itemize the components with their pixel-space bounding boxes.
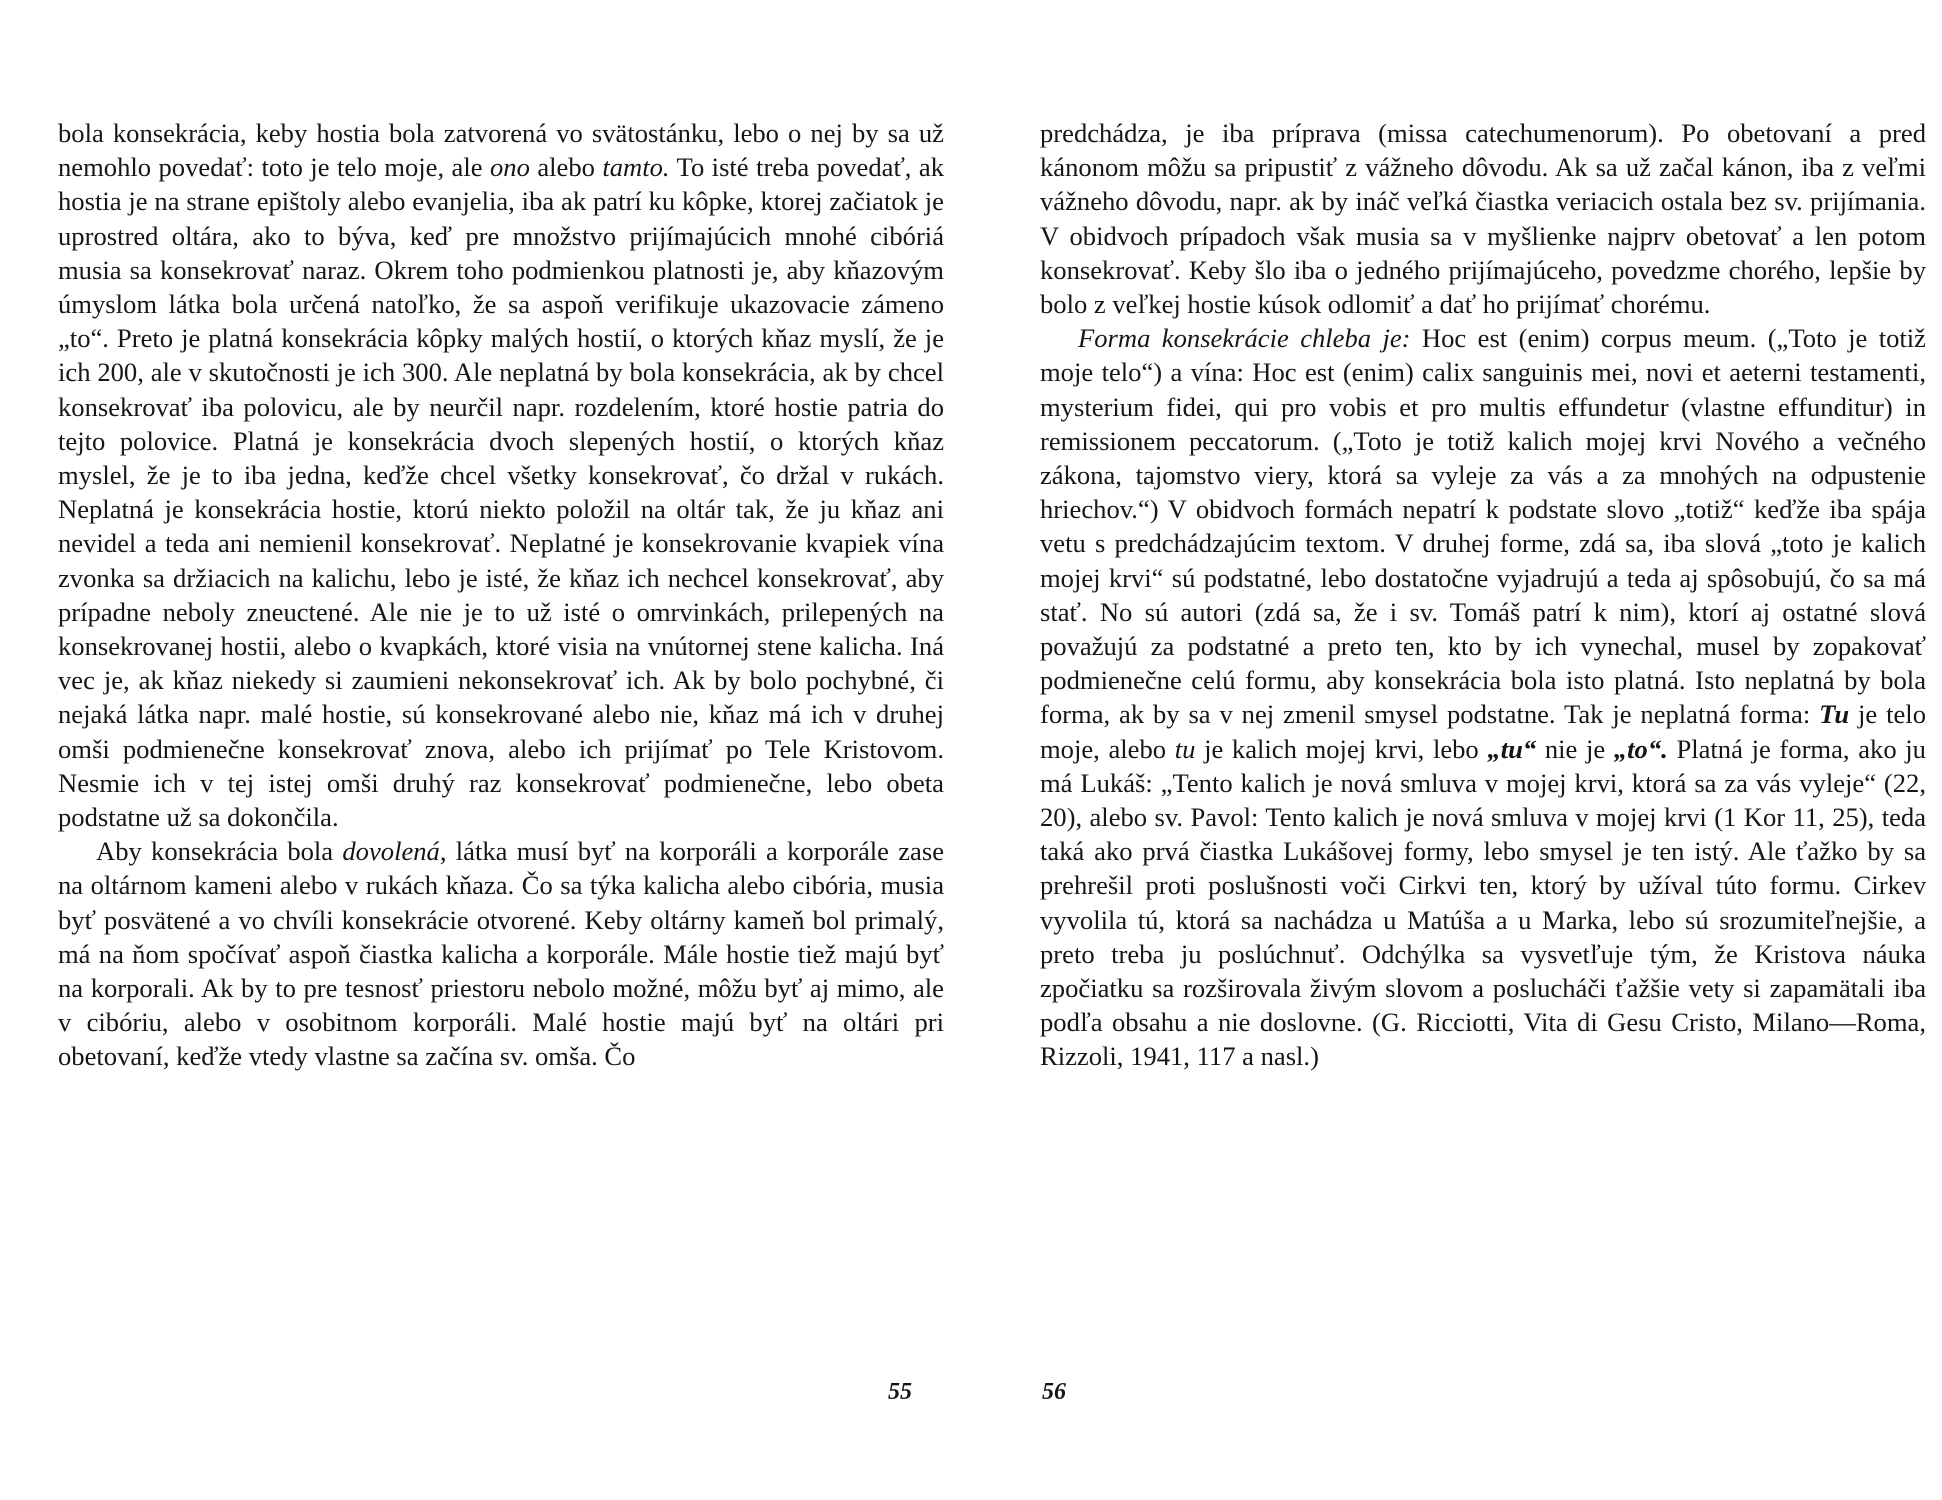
emphasis-text: Forma konsekrácie chleba je: <box>1078 323 1411 354</box>
page-number-right: 56 <box>1042 1379 1066 1405</box>
emphasis-text: tu <box>1174 733 1196 764</box>
left-page-text <box>58 116 944 1074</box>
paragraph: bola konsekrácia, keby hostia bola zatvorená vo svätostánku, lebo o nej by sa už nemohlo povedať: toto je telo moje, ale ono alebo tamto. To isté treba povedať, ak hostia je na strane epištoly alebo evanjelia, iba ak patrí ku kôpke, ktorej začiatok je uprostred oltára, ako to býva, keď pre množstvo prijímajúcich mnohé cibóriá musia sa konsekrovať naraz. Okrem toho podmienkou platnosti je, aby kňazovým úmyslom látka bola určená natoľko, že sa aspoň verifikuje ukazovacie zámeno „to“. Preto je platná konsekrácia kôpky malých hostií, o ktorých kňaz myslí, že je ich 200, ale v skutočnosti je ich 300. Ale neplatná by bola konsekrácia, ak by chcel konsekrovať iba polovicu, ale by neurčil napr. rozdelením, ktoré hostie patria do tejto polovice. Platná je konsekrácia dvoch slepených hostií, o ktorých kňaz myslel, že je to iba jedna, keďže chcel všetky konsekrovať, čo držal v rukách. Neplatná je konsekrácia hostie, ktorú niekto položil na oltár tak, že ju kňaz ani nevidel a teda ani nemienil konsekrovať. Neplatné je konsekrovanie kvapiek vína zvonka sa držiacich na kalichu, lebo je isté, že kňaz ich nechcel konsekrovať, aby prípadne neboly zneuctené. Ale nie je to už isté o omrvinkách, prilepených na konsekrovanej hostii, alebo o kvapkách, ktoré visia na vnútornej stene kalicha. Iná vec je, ak kňaz niekedy si zaumieni nekonsekrovať ich. Ak by bolo pochybné, či nejaká látka napr. malé hostie, sú konsekrované alebo nie, kňaz má ich v druhej omši podmienečne konsekrovať znova, alebo ich prijímať po Tele Kristovom. Nesmie ich v tej istej omši druhý raz konsekrovať podmienečne, lebo obeta podstatne už sa dokončila. <box>58 118 944 833</box>
emphasis-text: tamto. <box>602 152 670 183</box>
emphasis-text: „to“. <box>1613 733 1668 764</box>
emphasis-text: Tu <box>1819 699 1850 730</box>
emphasis-text: „tu“ <box>1487 733 1537 764</box>
paragraph: Aby konsekrácia bola dovolená, látka musí byť na korporáli a korporále zase na oltárnom kameni alebo v rukách kňaza. Čo sa týka kalicha alebo cibória, musia byť posvätené a vo chvíli konsekrácie otvorené. Keby oltárny kameň bol primalý, má na ňom spočívať aspoň čiastka kalicha a korporále. Mále hostie tiež majú byť na korporali. Ak by to pre tesnosť priestoru nebolo možné, môžu byť aj mimo, ale v cibóriu, alebo v osobitnom korporáli. Malé hostie majú byť na oltári pri obetovaní, keďže vtedy vlastne sa začína sv. omša. Čo <box>58 836 944 1072</box>
emphasis-text: dovolená, <box>342 836 447 867</box>
emphasis-text: ono <box>489 152 530 183</box>
page-number-left: 55 <box>888 1379 912 1405</box>
right-page-text <box>1040 116 1926 1074</box>
paragraph: Forma konsekrácie chleba je: Hoc est (enim) corpus meum. („Toto je totiž moje telo“) a vína: Hoc est (enim) calix sanguinis mei, novi et aeterni testamenti, mysterium fidei, qui pro vobis et pro multis effundetur (vlastne effunditur) in remissionem peccatorum. („Toto je totiž kalich mojej krvi Nového a večného zákona, tajomstvo viery, ktorá sa vyleje za vás a za mnohých na odpustenie hriechov.“) V obidvoch formách nepatrí k podstate slovo „totiž“ keďže iba spája vetu s predchádzajúcim textom. V druhej forme, zdá sa, iba slová „toto je kalich mojej krvi“ sú podstatné, lebo dostatočne vyjadrujú a teda aj spôsobujú, čo sa má stať. No sú autori (zdá sa, že i sv. Tomáš patrí k nim), ktorí aj ostatné slová považujú za podstatné a preto ten, kto by ich vynechal, musel by zopakovať podmienečne celú formu, aby konsekrácia bola isto platná. Isto neplatná by bola forma, ak by sa v nej zmenil smysel podstatne. Tak je neplatná forma: Tu je telo moje, alebo tu je kalich mojej krvi, lebo „tu“ nie je „to“. Platná je forma, ako ju má Lukáš: „Tento kalich je nová smluva v mojej krvi, ktorá sa za vás vyleje“ (22, 20), alebo sv. Pavol: Tento kalich je nová smluva v mojej krvi (1 Kor 11, 25), teda taká ako prvá čiastka Lukášovej formy, lebo smysel je ten istý. Ale ťažko by sa prehrešil proti poslušnosti voči Cirkvi ten, ktorý by užíval túto formu. Cirkev vyvolila tú, ktorá sa nachádza u Matúša a u Marka, lebo sú srozumiteľnejšie, a preto treba ju poslúchnuť. Odchýlka sa vysvetľuje tým, že Kristova náuka zpočiatku sa rozširovala živým slovom a poslucháči ťažšie vety si zapamätali iba podľa obsahu a nie doslovne. (G. Ricciotti, Vita di Gesu Cristo, Milano—Roma, Rizzoli, 1941, 117 a nasl.) <box>1040 323 1926 1072</box>
paragraph: predchádza, je iba príprava (missa catechumenorum). Po obetovaní a pred kánonom môžu sa pripustiť z vážneho dôvodu. Ak sa už začal kánon, iba z veľmi vážneho dôvodu, napr. ak by ináč veľká čiastka veriacich ostala bez sv. prijímania. V obidvoch prípadoch však musia sa v myšlienke najprv obetovať a len potom konsekrovať. Keby šlo iba o jedného prijímajúceho, povedzme chorého, lepšie by bolo z veľkej hostie kúsok odlomiť a dať ho prijímať chorému. <box>1040 118 1926 320</box>
